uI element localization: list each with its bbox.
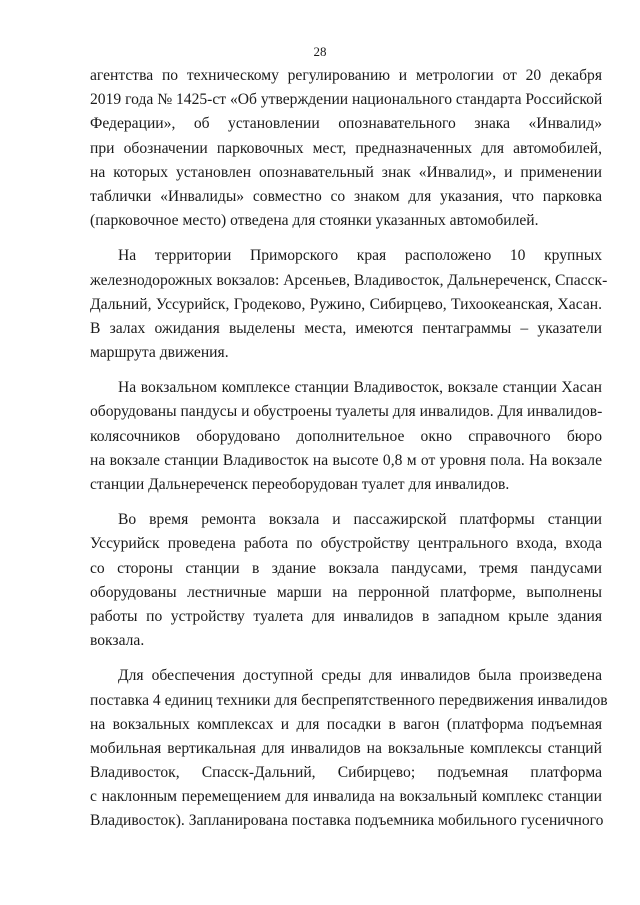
paragraph-4 [90, 508, 602, 653]
text-line: Во время ремонта вокзала и пассажирской платформы станции [118, 511, 602, 529]
text-line: (парковочное место) отведена для стоянки указанных автомобилей. [90, 212, 539, 230]
paragraph-1 [90, 64, 602, 233]
paragraph-5 [90, 664, 608, 833]
page-number: 28 [313, 44, 327, 59]
text-line: железнодорожных вокзалов: Арсеньев, Владивосток, Дальнереченск, Спасск- [90, 271, 608, 289]
text-line: 2019 года № 1425-ст «Об утверждении национального стандарта Российской [90, 91, 603, 109]
text-line: таблички «Инвалиды» совместно со знаком для указания, что парковка [90, 187, 602, 205]
paragraph-3 [90, 376, 602, 497]
text-line: мобильная вертикальная для инвалидов на вокзальные комплексы станций [90, 739, 602, 757]
text-line: агентства по техническому регулированию и метрологии от 20 декабря [90, 67, 602, 84]
text-line: Владивосток). Запланирована поставка подъемника мобильного гусеничного [90, 812, 604, 830]
text-line: вокзала. [90, 632, 145, 650]
paragraph-2 [90, 244, 608, 365]
text-line: На вокзальном комплексе станции Владивосток, вокзале станции Хасан [118, 379, 602, 397]
text-line: Дальний, Уссурийск, Гродеково, Ружино, Сибирцево, Тихоокеанская, Хасан. [90, 295, 602, 313]
text-line: станции Дальнереченск переоборудован туалет для инвалидов. [90, 476, 510, 493]
text-line: оборудованы лестничные марши на перронной платформе, выполнены [90, 583, 602, 601]
text-line: на которых установлен опознавательный знак «Инвалид», и применении [90, 163, 602, 181]
text-line: Уссурийск проведена работа по обустройству центрального входа, входа [90, 535, 602, 553]
text-line: Федерации», об установлении опознавательного знака «Инвалид» [90, 115, 602, 133]
text-line: с наклонным перемещением для инвалида на вокзальный комплекс станции [90, 788, 602, 806]
text-line: В залах ожидания выделены места, имеются пентаграммы – указатели [90, 319, 602, 337]
text-line: при обозначении парковочных мест, предназначенных для автомобилей, [90, 139, 602, 157]
text-line: работы по устройству туалета для инвалидов в западном крыле здания [90, 607, 602, 625]
text-line: на вокзале станции Владивосток на высоте 0,8 м от уровня пола. На вокзале [90, 451, 602, 469]
text-line: на вокзальных комплексах и для посадки в вагон (платформа подъемная [90, 715, 602, 733]
text-line: со стороны станции в здание вокзала пандусами, тремя пандусами [90, 559, 602, 577]
text-line: оборудованы пандусы и обустроены туалеты для инвалидов. Для инвалидов- [90, 403, 603, 421]
text-line: На территории Приморского края расположено 10 крупных [118, 247, 602, 265]
document-body [90, 64, 608, 834]
text-line: Владивосток, Спасск-Дальний, Сибирцево; подъемная платформа [90, 764, 602, 782]
text-line: Для обеспечения доступной среды для инвалидов была произведена [118, 667, 602, 685]
text-line: маршрута движения. [90, 344, 229, 362]
text-line: колясочников оборудовано дополнительное окно справочного бюро [90, 427, 602, 445]
text-line: поставка 4 единиц техники для беспрепятственного передвижения инвалидов [90, 691, 608, 709]
